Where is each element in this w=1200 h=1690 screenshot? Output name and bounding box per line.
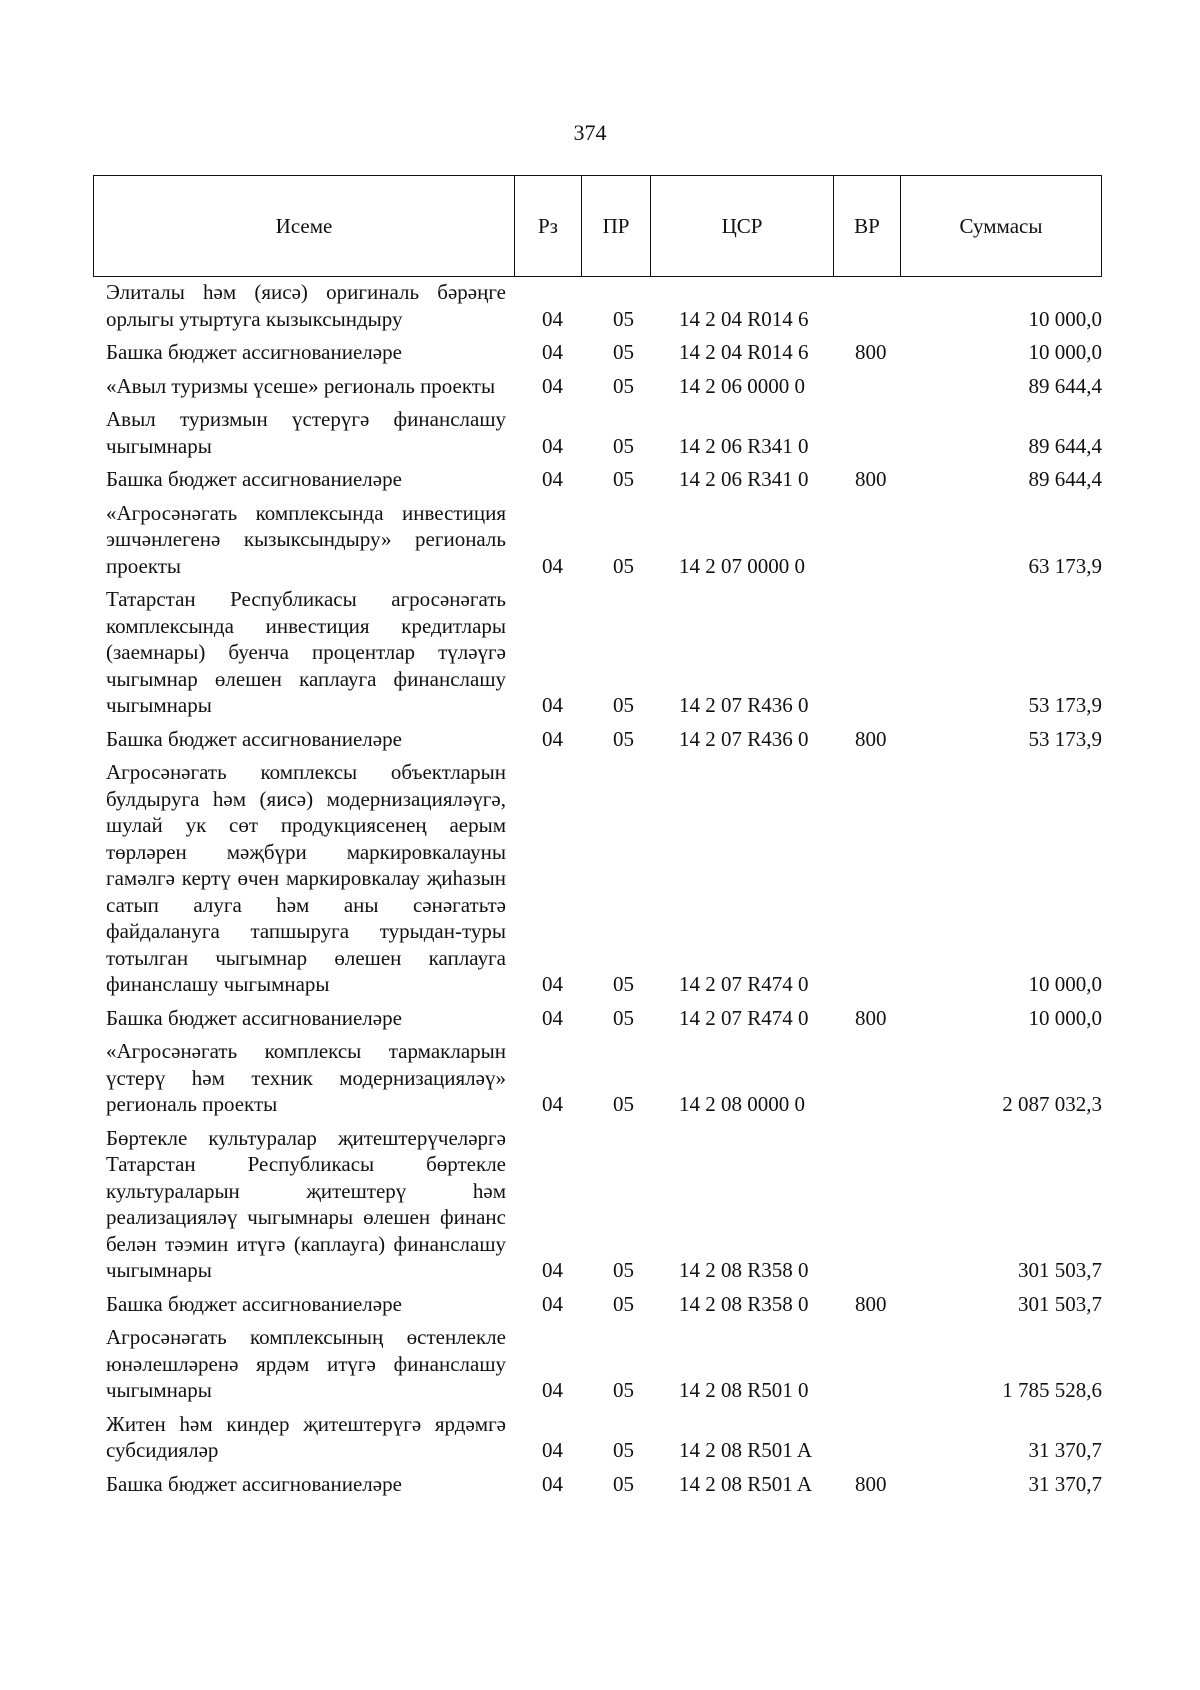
cell-pr: 05 — [613, 1092, 634, 1116]
cell-csr: 14 2 04 R014 6 — [679, 306, 809, 331]
table-row — [0, 500, 1200, 580]
cell-rz: 04 — [542, 373, 563, 398]
cell-pr: 05 — [613, 693, 634, 717]
table-row — [0, 1411, 1200, 1464]
cell-pr: 05 — [613, 467, 634, 491]
header-vr: ВР — [834, 176, 901, 277]
cell-sum: 10 000,0 — [1028, 340, 1102, 364]
cell-vr: 800 — [855, 340, 887, 364]
cell-sum: 89 644,4 — [1028, 433, 1102, 458]
cell-name: Башка бюджет ассигнованиеләре — [106, 1005, 402, 1030]
cell-vr: 800 — [855, 467, 887, 491]
table-row — [0, 406, 1200, 459]
cell-rz: 04 — [542, 1092, 563, 1116]
cell-csr: 14 2 08 R501 0 — [679, 1378, 809, 1402]
cell-csr: 14 2 06 R341 0 — [679, 467, 809, 491]
cell-sum: 31 370,7 — [1028, 1438, 1102, 1462]
cell-pr: 05 — [613, 433, 634, 458]
cell-csr: 14 2 08 R501 A — [679, 1471, 813, 1496]
cell-sum: 10 000,0 — [1028, 306, 1102, 331]
cell-sum: 301 503,7 — [1018, 1258, 1102, 1282]
cell-name: Башка бюджет ассигнованиеләре — [106, 467, 402, 491]
cell-vr: 800 — [855, 726, 887, 751]
cell-name: «Агросәнәгать комплексы тармакларын үстерү һәм техник модернизацияләү» региональ проекты — [106, 1039, 506, 1116]
cell-csr: 14 2 08 R358 0 — [679, 1258, 809, 1282]
cell-vr: 800 — [855, 1471, 887, 1496]
table-row — [0, 466, 1200, 493]
cell-csr: 14 2 07 0000 0 — [679, 553, 805, 578]
cell-rz: 04 — [542, 553, 563, 578]
table-row — [0, 1291, 1200, 1318]
cell-csr: 14 2 08 R501 A — [679, 1438, 813, 1462]
cell-sum: 10 000,0 — [1028, 1005, 1102, 1030]
cell-rz: 04 — [542, 433, 563, 458]
cell-sum: 89 644,4 — [1028, 373, 1102, 398]
header-sum: Суммасы — [901, 176, 1102, 277]
table-row — [0, 1038, 1200, 1118]
table-row — [0, 1125, 1200, 1284]
cell-name: Башка бюджет ассигнованиеләре — [106, 1291, 402, 1316]
header-pr: ПР — [582, 176, 651, 277]
cell-name: Башка бюджет ассигнованиеләре — [106, 726, 402, 751]
cell-pr: 05 — [613, 972, 634, 996]
cell-name: Бөртекле культуралар җитештерүчеләргә Татарстан Республикасы бөртекле культураларын җитештерү һәм реализацияләү чыгымнары өлешен финанс белән тәэмин итүгә (каплауга) финанслашу чыгымнары — [106, 1125, 506, 1282]
cell-vr: 800 — [855, 1005, 887, 1030]
cell-pr: 05 — [613, 306, 634, 331]
cell-rz: 04 — [542, 306, 563, 331]
cell-pr: 05 — [613, 1378, 634, 1402]
cell-csr: 14 2 04 R014 6 — [679, 340, 809, 364]
cell-pr: 05 — [613, 373, 634, 398]
cell-name: «Агросәнәгать комплексында инвестиция эшчәнлегенә кызыксындыру» региональ проекты — [106, 500, 506, 578]
table-row — [0, 1005, 1200, 1032]
table-row — [0, 759, 1200, 998]
header-name: Исеме — [94, 176, 515, 277]
cell-pr: 05 — [613, 1005, 634, 1030]
cell-name: Башка бюджет ассигнованиеләре — [106, 1471, 402, 1496]
cell-rz: 04 — [542, 1438, 563, 1462]
cell-sum: 53 173,9 — [1028, 726, 1102, 751]
table-row — [0, 373, 1200, 400]
cell-sum: 53 173,9 — [1028, 693, 1102, 717]
page-number: 374 — [573, 120, 607, 145]
cell-rz: 04 — [542, 1258, 563, 1282]
cell-pr: 05 — [613, 1438, 634, 1462]
cell-csr: 14 2 08 0000 0 — [679, 1092, 805, 1116]
table-row — [0, 586, 1200, 719]
cell-name: Житен һәм киндер җитештерүгә ярдәмгә субсидияләр — [106, 1411, 506, 1462]
cell-name: Авыл туризмын үстерүгә финанслашу чыгымнары — [106, 407, 506, 458]
cell-pr: 05 — [613, 726, 634, 751]
cell-csr: 14 2 06 0000 0 — [679, 373, 805, 398]
cell-csr: 14 2 08 R358 0 — [679, 1291, 809, 1316]
cell-csr: 14 2 07 R474 0 — [679, 1005, 809, 1030]
cell-pr: 05 — [613, 1258, 634, 1282]
table-row — [0, 339, 1200, 366]
cell-sum: 2 087 032,3 — [1002, 1092, 1102, 1116]
cell-rz: 04 — [542, 726, 563, 751]
cell-rz: 04 — [542, 1378, 563, 1402]
cell-rz: 04 — [542, 693, 563, 717]
cell-vr: 800 — [855, 1291, 887, 1316]
cell-name: Татарстан Республикасы агросәнәгать комплексында инвестиция кредитлары (заемнары) буенча процентлар түләүгә чыгымнар өлешен каплауга финанслашу чыгымнары — [106, 587, 506, 717]
cell-name: Агросәнәгать комплексы объектларын булдыруга һәм (яисә) модернизацияләүгә, шулай ук сөт продукциясенең аерым төрләрен мәҗбүри маркировкалауны гамәлгә кертү өчен маркировкалау җиһазын сатып алуга һәм аны сәнәгатьтә файдалануга тапшыруга турыдан-туры тотылган чыгымнар өлешен каплауга финанслашу чыгымнары — [106, 760, 506, 996]
cell-pr: 05 — [613, 1471, 634, 1496]
cell-sum: 1 785 528,6 — [1002, 1378, 1102, 1402]
cell-rz: 04 — [542, 340, 563, 364]
cell-csr: 14 2 07 R474 0 — [679, 972, 809, 996]
cell-name: Агросәнәгать комплексының өстенлекле юнәлешләренә ярдәм итүгә финанслашу чыгымнары — [106, 1325, 506, 1402]
header-rz: Рз — [515, 176, 582, 277]
table-row — [0, 279, 1200, 332]
table-row — [0, 1471, 1200, 1498]
cell-name: Башка бюджет ассигнованиеләре — [106, 340, 402, 364]
cell-rz: 04 — [542, 972, 563, 996]
cell-pr: 05 — [613, 553, 634, 578]
cell-csr: 14 2 07 R436 0 — [679, 693, 809, 717]
cell-name: Элиталы һәм (яисә) оригиналь бәрәңге орлыгы утыртуга кызыксындыру — [106, 280, 506, 331]
cell-sum: 63 173,9 — [1028, 553, 1102, 578]
cell-sum: 89 644,4 — [1028, 467, 1102, 491]
cell-rz: 04 — [542, 1471, 563, 1496]
cell-sum: 10 000,0 — [1028, 972, 1102, 996]
cell-csr: 14 2 06 R341 0 — [679, 433, 809, 458]
table-header — [93, 175, 1102, 277]
cell-name: «Авыл туризмы үсеше» региональ проекты — [106, 373, 496, 398]
table-row — [0, 726, 1200, 753]
cell-pr: 05 — [613, 340, 634, 364]
cell-rz: 04 — [542, 1291, 563, 1316]
table-row — [0, 1324, 1200, 1404]
cell-sum: 301 503,7 — [1018, 1291, 1102, 1316]
cell-pr: 05 — [613, 1291, 634, 1316]
header-csr: ЦСР — [651, 176, 834, 277]
cell-rz: 04 — [542, 467, 563, 491]
table-body — [0, 279, 1200, 1504]
cell-rz: 04 — [542, 1005, 563, 1030]
cell-csr: 14 2 07 R436 0 — [679, 726, 809, 751]
cell-sum: 31 370,7 — [1028, 1471, 1102, 1496]
